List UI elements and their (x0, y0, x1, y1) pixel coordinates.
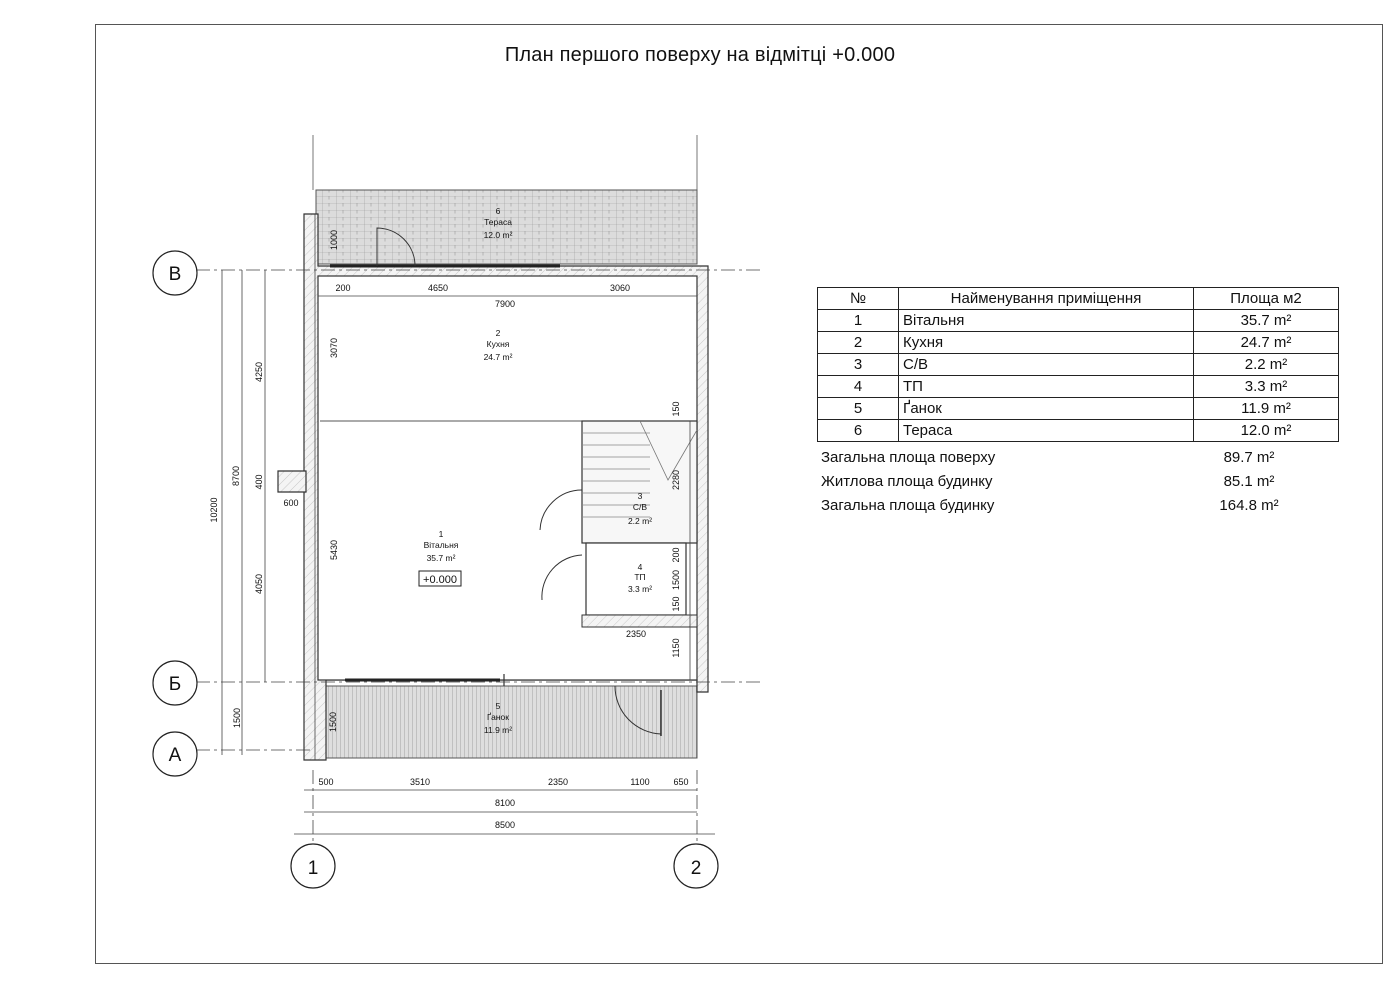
room-3-area: 2.2 m² (627, 516, 653, 526)
dim-bottom-8100: 8100 (494, 798, 516, 808)
dim-inner-1000: 1000 (329, 229, 339, 251)
level-mark: +0.000 (423, 574, 457, 586)
dim-bottom-1100: 1100 (630, 777, 650, 787)
terrace-area (313, 135, 697, 264)
room-4-number: 4 (637, 562, 643, 572)
axis-label-a: А (168, 745, 182, 766)
dim-stair-2350: 2350 (625, 629, 647, 639)
dim-left-4050: 4050 (254, 573, 264, 595)
cell-name: Кухня (899, 332, 1194, 354)
dim-top-200: 200 (335, 283, 351, 293)
cell-number: 6 (818, 420, 899, 442)
dim-right-150-top: 150 (671, 401, 681, 417)
summary-label: Загальна площа поверху (821, 449, 996, 466)
dim-inner-5430: 5430 (329, 539, 339, 561)
table-row (818, 398, 1339, 420)
cell-number: 1 (818, 310, 899, 332)
room-5-number: 5 (495, 701, 501, 711)
cell-area: 35.7 m² (1194, 310, 1339, 332)
dim-left-400: 400 (254, 474, 264, 490)
cell-name: С/В (899, 354, 1194, 376)
axis-label-2: 2 (690, 858, 702, 879)
dim-bottom-2350: 2350 (547, 777, 569, 787)
table-row (818, 354, 1339, 376)
summary-row-floor-area (817, 446, 1338, 470)
dim-inner-3070: 3070 (329, 337, 339, 359)
dim-bottom-8500: 8500 (494, 820, 516, 830)
dim-bottom-650: 650 (673, 777, 689, 787)
dim-left-4250: 4250 (254, 361, 264, 383)
dim-left-8700: 8700 (231, 465, 241, 487)
room-6-number: 6 (495, 206, 501, 216)
room-1-number: 1 (438, 529, 444, 539)
dim-right-2280: 2280 (671, 469, 681, 491)
axis-label-1: 1 (307, 858, 319, 879)
summary-row-living-area (817, 470, 1338, 494)
summary-row-total-area (817, 494, 1338, 518)
page-title: План першого поверху на відмітці +0.000 (504, 44, 896, 66)
dim-inner-1500: 1500 (328, 711, 338, 733)
table-row (818, 420, 1339, 442)
dim-left-10200: 10200 (209, 497, 219, 523)
summary-value: 85.1 m² (1223, 473, 1275, 490)
dim-top-4650: 4650 (427, 283, 449, 293)
dim-top-7900: 7900 (494, 299, 516, 309)
cell-name: Вітальня (899, 310, 1194, 332)
summary-label: Житлова площа будинку (821, 473, 993, 490)
col-header-area: Площа м2 (1194, 288, 1339, 310)
room-2-number: 2 (495, 328, 501, 338)
room-5-area: 11.9 m² (483, 725, 513, 735)
dim-left-600: 600 (283, 498, 299, 508)
axis-label-v: В (168, 264, 182, 285)
porch-area (326, 686, 697, 758)
cell-area: 3.3 m² (1194, 376, 1339, 398)
room-4-name: ТП (634, 572, 646, 582)
room-2-area: 24.7 m² (483, 352, 513, 362)
room-5-name: Ґанок (486, 712, 510, 722)
cell-number: 4 (818, 376, 899, 398)
room-3-number: 3 (637, 491, 643, 501)
dim-left-1500: 1500 (232, 707, 242, 729)
cell-area: 12.0 m² (1194, 420, 1339, 442)
room-6-area: 12.0 m² (483, 230, 513, 240)
room-area-table (817, 287, 1339, 442)
room-1-name: Вітальня (423, 540, 459, 550)
cell-area: 24.7 m² (1194, 332, 1339, 354)
cell-name: Тераса (899, 420, 1194, 442)
dim-right-150-bottom: 150 (671, 596, 681, 612)
dim-right-1500: 1500 (671, 569, 681, 591)
cell-name: Ґанок (899, 398, 1194, 420)
room-1-area: 35.7 m² (426, 553, 456, 563)
table-row (818, 376, 1339, 398)
summary-value: 89.7 m² (1223, 449, 1275, 466)
table-row (818, 332, 1339, 354)
col-header-name: Найменування приміщення (899, 288, 1194, 310)
room-2-name: Кухня (486, 339, 510, 349)
cell-area: 11.9 m² (1194, 398, 1339, 420)
cell-name: ТП (899, 376, 1194, 398)
cell-number: 2 (818, 332, 899, 354)
dim-right-200: 200 (671, 547, 681, 563)
table-header-row (818, 288, 1339, 310)
room-6-name: Тераса (484, 217, 512, 227)
room-4-area: 3.3 m² (627, 584, 653, 594)
dim-bottom-3510: 3510 (409, 777, 431, 787)
table-row (818, 310, 1339, 332)
col-header-number: № (818, 288, 899, 310)
dim-bottom-500: 500 (318, 777, 334, 787)
area-summary (817, 446, 1338, 518)
dim-top-3060: 3060 (609, 283, 631, 293)
axis-label-b: Б (168, 674, 182, 695)
summary-value: 164.8 m² (1219, 497, 1279, 514)
cell-area: 2.2 m² (1194, 354, 1339, 376)
room-3-name: С/В (632, 502, 648, 512)
dim-right-1150: 1150 (671, 638, 681, 658)
cell-number: 5 (818, 398, 899, 420)
cell-number: 3 (818, 354, 899, 376)
summary-label: Загальна площа будинку (821, 497, 995, 514)
